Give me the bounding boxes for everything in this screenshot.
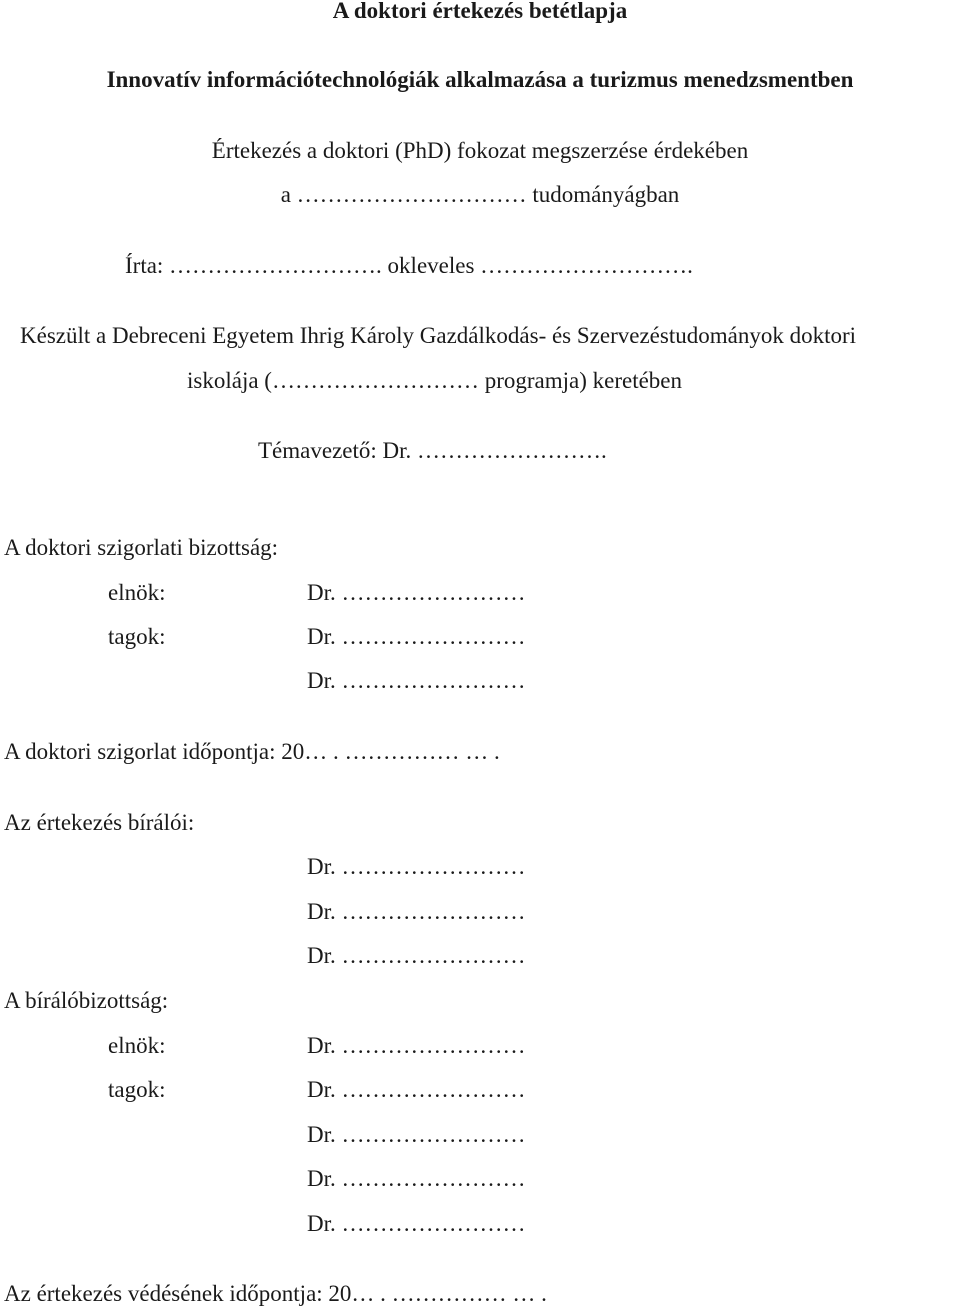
committee-member-2: Dr. …………………… bbox=[307, 668, 526, 693]
review-committee-members-label: tagok: bbox=[108, 1077, 166, 1102]
committee-members-label: tagok: bbox=[108, 624, 166, 649]
institution-line-2: iskolája (……………………… programja) keretében bbox=[187, 368, 683, 393]
committee-member-1: Dr. …………………… bbox=[307, 624, 526, 649]
reviewers-heading: Az értekezés bírálói: bbox=[4, 810, 195, 835]
review-committee-member-4: Dr. …………………… bbox=[307, 1211, 526, 1236]
institution-line-1: Készült a Debreceni Egyetem Ihrig Károly Gazdálkodás- és Szervezéstudományok doktori bbox=[20, 323, 857, 348]
author-line: Írta: ………………………. okleveles ………………………. bbox=[125, 253, 693, 278]
review-committee-chair-label: elnök: bbox=[108, 1033, 166, 1058]
review-committee-member-2: Dr. …………………… bbox=[307, 1122, 526, 1147]
committee-chair: Dr. …………………… bbox=[307, 580, 526, 605]
dissertation-title: Innovatív információtechnológiák alkalmazása a turizmus menedzsmentben bbox=[106, 67, 854, 92]
defense-date: Az értekezés védésének időpontja: 20… . …………… … . bbox=[4, 1281, 547, 1306]
review-committee-heading: A bírálóbizottság: bbox=[4, 988, 169, 1013]
page-title: A doktori értekezés betétlapja bbox=[332, 0, 628, 23]
reviewer-2: Dr. …………………… bbox=[307, 899, 526, 924]
review-committee-member-3: Dr. …………………… bbox=[307, 1166, 526, 1191]
field-line: a ………………………… tudományágban bbox=[280, 182, 680, 207]
reviewer-3: Dr. …………………… bbox=[307, 943, 526, 968]
purpose-line: Értekezés a doktori (PhD) fokozat megszerzése érdekében bbox=[211, 138, 749, 163]
review-committee-member-1: Dr. …………………… bbox=[307, 1077, 526, 1102]
supervisor-line: Témavezető: Dr. ……………………. bbox=[258, 438, 607, 463]
committee-chair-label: elnök: bbox=[108, 580, 166, 605]
reviewer-1: Dr. …………………… bbox=[307, 854, 526, 879]
committee-heading: A doktori szigorlati bizottság: bbox=[4, 535, 279, 560]
exam-date: A doktori szigorlat időpontja: 20… . …………… … . bbox=[4, 739, 500, 764]
review-committee-chair: Dr. …………………… bbox=[307, 1033, 526, 1058]
